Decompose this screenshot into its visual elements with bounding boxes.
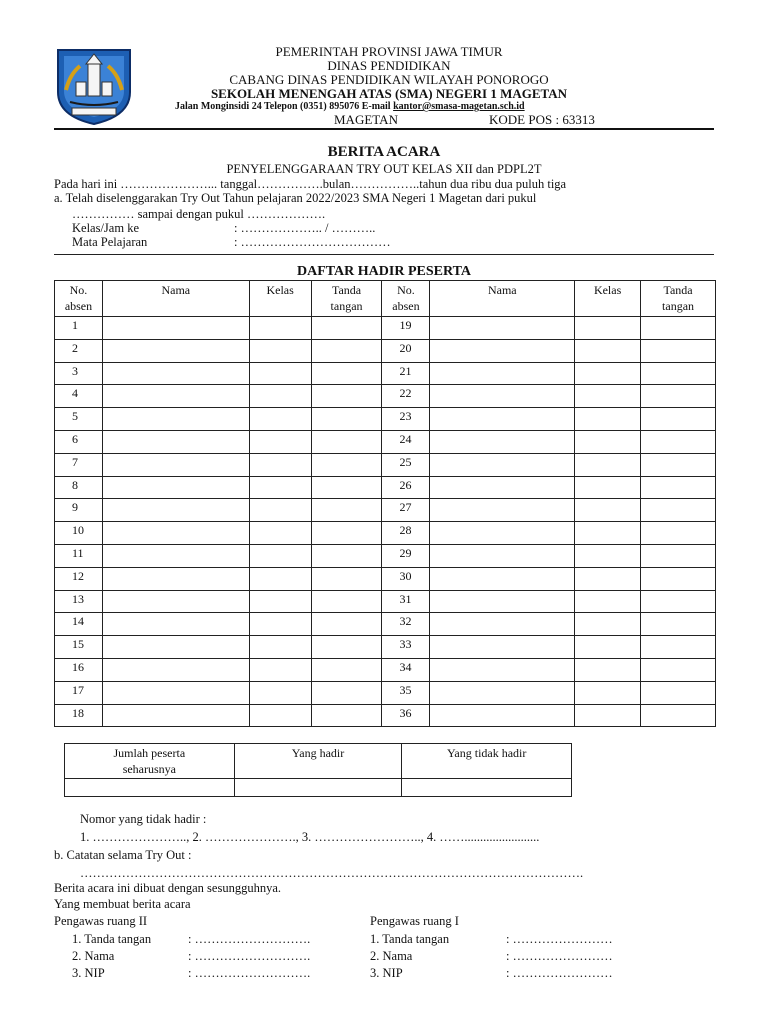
kelas-cell[interactable] [249, 476, 311, 499]
nama-cell[interactable] [430, 317, 575, 340]
nama-cell[interactable] [102, 567, 249, 590]
daftar-title: DAFTAR HADIR PESERTA [296, 264, 471, 279]
nama-cell[interactable] [102, 544, 249, 567]
kelas-cell[interactable] [249, 681, 311, 704]
nama-cell[interactable] [430, 476, 575, 499]
tanda-tangan-cell[interactable] [641, 317, 716, 340]
catatan-line: …………………………………………………………………………………………………………. [80, 866, 584, 880]
absen-number: 27 [382, 499, 430, 522]
kelas-cell[interactable] [575, 613, 641, 636]
nama-cell[interactable] [102, 339, 249, 362]
right-nip-label: 3. NIP [370, 966, 403, 980]
table-row [55, 567, 716, 590]
table-row [55, 658, 716, 681]
absen-number: 18 [55, 704, 103, 727]
absen-number: 6 [55, 430, 103, 453]
kop-line-3: CABANG DINAS PENDIDIKAN WILAYAH PONOROGO [229, 72, 549, 87]
table-row [55, 613, 716, 636]
left-nip-value: : ………………………. [188, 966, 311, 980]
document-subtitle: PENYELENGGARAAN TRY OUT KELAS XII dan PDPL2T [226, 162, 542, 176]
kelas-cell[interactable] [575, 362, 641, 385]
kelas-cell[interactable] [575, 636, 641, 659]
table-row [55, 362, 716, 385]
absen-number: 31 [382, 590, 430, 613]
kop-line-2: DINAS PENDIDIKAN [327, 58, 451, 73]
table-row [55, 339, 716, 362]
absen-number: 32 [382, 613, 430, 636]
absen-number: 5 [55, 408, 103, 431]
attendance-header-cell: Kelas [249, 281, 311, 317]
kelas-cell[interactable] [575, 317, 641, 340]
tanda-tangan-cell[interactable] [311, 613, 382, 636]
left-nip-label: 3. NIP [72, 966, 105, 980]
nama-cell[interactable] [102, 590, 249, 613]
tanda-tangan-cell[interactable] [311, 658, 382, 681]
tanda-tangan-cell[interactable] [641, 385, 716, 408]
table-row [55, 317, 716, 340]
tanda-tangan-cell[interactable] [311, 590, 382, 613]
kelas-cell[interactable] [575, 567, 641, 590]
nomor-line: 1. ………………….., 2. …………………., 3. …………………….., 4. ……........................ [80, 830, 540, 844]
tanda-tangan-cell[interactable] [311, 499, 382, 522]
intro-line-3: …………… sampai dengan pukul ………………. [72, 207, 326, 221]
tanda-tangan-cell[interactable] [641, 430, 716, 453]
kelas-cell[interactable] [249, 590, 311, 613]
tanda-tangan-cell[interactable] [641, 453, 716, 476]
summary-value-row [65, 779, 572, 797]
kelas-cell[interactable] [575, 681, 641, 704]
kelas-cell[interactable] [575, 339, 641, 362]
nama-cell[interactable] [102, 476, 249, 499]
kelas-cell[interactable] [249, 522, 311, 545]
nama-cell[interactable] [430, 430, 575, 453]
nama-cell[interactable] [430, 544, 575, 567]
kelas-cell[interactable] [249, 453, 311, 476]
kelas-cell[interactable] [249, 544, 311, 567]
nama-cell[interactable] [430, 453, 575, 476]
kelas-cell[interactable] [249, 408, 311, 431]
kop-address: Jalan Monginsidi 24 Telepon (0351) 895076 E-mail kantor@smasa-magetan.sch.id [175, 101, 525, 112]
right-name-value: : …………………… [506, 949, 613, 963]
kelas-value: : ……………….. / ……….. [234, 221, 376, 235]
table-row [55, 430, 716, 453]
kop-line-1: PEMERINTAH PROVINSI JAWA TIMUR [275, 44, 503, 59]
kelas-cell[interactable] [249, 636, 311, 659]
kelas-cell[interactable] [575, 453, 641, 476]
nama-cell[interactable] [102, 522, 249, 545]
tanda-tangan-cell[interactable] [311, 317, 382, 340]
attendance-header-cell: Tanda tangan [311, 281, 382, 317]
tanda-tangan-cell[interactable] [311, 362, 382, 385]
kelas-cell[interactable] [249, 704, 311, 727]
left-name-label: 2. Nama [72, 949, 115, 963]
tanda-tangan-cell[interactable] [641, 544, 716, 567]
kelas-cell[interactable] [249, 567, 311, 590]
absen-number: 3 [55, 362, 103, 385]
tanda-tangan-cell[interactable] [641, 636, 716, 659]
maker-text: Yang membuat berita acara [54, 897, 191, 911]
absen-number: 29 [382, 544, 430, 567]
nama-cell[interactable] [102, 658, 249, 681]
table-row [55, 385, 716, 408]
tanda-tangan-cell[interactable] [311, 453, 382, 476]
closing-text: Berita acara ini dibuat dengan sesungguhnya. [54, 881, 282, 895]
absen-number: 30 [382, 567, 430, 590]
section-divider [54, 254, 714, 255]
tanda-tangan-cell[interactable] [641, 590, 716, 613]
nama-cell[interactable] [102, 636, 249, 659]
attendance-header-row [55, 281, 716, 317]
attendance-header-cell: Kelas [575, 281, 641, 317]
summary-cell-tidak-hadir[interactable] [402, 779, 572, 797]
attendance-header-cell: Nama [430, 281, 575, 317]
absen-number: 15 [55, 636, 103, 659]
absen-number: 16 [55, 658, 103, 681]
kelas-cell[interactable] [575, 476, 641, 499]
absen-number: 4 [55, 385, 103, 408]
kelas-cell[interactable] [249, 317, 311, 340]
attendance-table [54, 280, 716, 727]
nama-cell[interactable] [430, 385, 575, 408]
kelas-cell[interactable] [249, 430, 311, 453]
tanda-tangan-cell[interactable] [641, 681, 716, 704]
table-row [55, 476, 716, 499]
absen-number: 22 [382, 385, 430, 408]
nama-cell[interactable] [430, 658, 575, 681]
nama-cell[interactable] [102, 317, 249, 340]
nama-cell[interactable] [430, 613, 575, 636]
nama-cell[interactable] [430, 362, 575, 385]
absen-number: 12 [55, 567, 103, 590]
summary-header-cell: Yang hadir [234, 744, 402, 779]
absen-number: 8 [55, 476, 103, 499]
table-row [55, 522, 716, 545]
nomor-label: Nomor yang tidak hadir : [80, 812, 207, 826]
tanda-tangan-cell[interactable] [641, 522, 716, 545]
attendance-header-cell: Nama [102, 281, 249, 317]
kelas-cell[interactable] [575, 704, 641, 727]
tanda-tangan-cell[interactable] [641, 476, 716, 499]
tanda-tangan-cell[interactable] [311, 704, 382, 727]
nama-cell[interactable] [102, 613, 249, 636]
kelas-cell[interactable] [575, 658, 641, 681]
kop-postal: KODE POS : 63313 [489, 112, 595, 127]
kelas-cell[interactable] [575, 430, 641, 453]
absen-number: 33 [382, 636, 430, 659]
kelas-cell[interactable] [575, 499, 641, 522]
table-row [55, 704, 716, 727]
nama-cell[interactable] [430, 567, 575, 590]
kelas-cell[interactable] [249, 613, 311, 636]
attendance-header-cell: Tanda tangan [641, 281, 716, 317]
table-row [55, 636, 716, 659]
kelas-cell[interactable] [249, 362, 311, 385]
right-sign-label: 1. Tanda tangan [370, 932, 450, 946]
table-row [55, 453, 716, 476]
pengawas-ii-title: Pengawas ruang II [54, 914, 148, 928]
summary-header-cell: Jumlah peserta seharusnya [65, 744, 235, 779]
tanda-tangan-cell[interactable] [311, 430, 382, 453]
tanda-tangan-cell[interactable] [311, 681, 382, 704]
absen-number: 35 [382, 681, 430, 704]
kop-school-name: SEKOLAH MENENGAH ATAS (SMA) NEGERI 1 MAGETAN [210, 86, 568, 101]
catatan-label: b. Catatan selama Try Out : [54, 848, 192, 862]
tanda-tangan-cell[interactable] [311, 544, 382, 567]
nama-cell[interactable] [102, 362, 249, 385]
table-row [55, 408, 716, 431]
nama-cell[interactable] [430, 681, 575, 704]
right-name-label: 2. Nama [370, 949, 413, 963]
tanda-tangan-cell[interactable] [641, 704, 716, 727]
nama-cell[interactable] [430, 590, 575, 613]
tanda-tangan-cell[interactable] [311, 408, 382, 431]
tanda-tangan-cell[interactable] [311, 476, 382, 499]
nama-cell[interactable] [102, 408, 249, 431]
nama-cell[interactable] [430, 636, 575, 659]
left-sign-value: : ………………………. [188, 932, 311, 946]
absen-number: 26 [382, 476, 430, 499]
tanda-tangan-cell[interactable] [641, 362, 716, 385]
absen-number: 14 [55, 613, 103, 636]
nama-cell[interactable] [102, 430, 249, 453]
kelas-cell[interactable] [249, 499, 311, 522]
intro-line-1: Pada hari ini …………………... tanggal…………….bulan……………..tahun dua ribu dua puluh tiga [54, 177, 567, 191]
table-row [55, 590, 716, 613]
summary-table [64, 743, 572, 797]
nama-cell[interactable] [102, 453, 249, 476]
summary-cell-jumlah[interactable] [65, 779, 235, 797]
tanda-tangan-cell[interactable] [311, 567, 382, 590]
pengawas-i-title: Pengawas ruang I [370, 914, 459, 928]
summary-cell-hadir[interactable] [234, 779, 402, 797]
absen-number: 10 [55, 522, 103, 545]
absen-number: 9 [55, 499, 103, 522]
tanda-tangan-cell[interactable] [641, 339, 716, 362]
kelas-cell[interactable] [249, 658, 311, 681]
table-row [55, 499, 716, 522]
nama-cell[interactable] [102, 681, 249, 704]
absen-number: 23 [382, 408, 430, 431]
kelas-cell[interactable] [575, 522, 641, 545]
summary-header-cell: Yang tidak hadir [402, 744, 572, 779]
table-row [55, 681, 716, 704]
tanda-tangan-cell[interactable] [311, 385, 382, 408]
nama-cell[interactable] [430, 522, 575, 545]
right-sign-value: : …………………… [506, 932, 613, 946]
absen-number: 24 [382, 430, 430, 453]
tanda-tangan-cell[interactable] [641, 408, 716, 431]
nama-cell[interactable] [430, 704, 575, 727]
kelas-cell[interactable] [575, 590, 641, 613]
absen-number: 25 [382, 453, 430, 476]
absen-number: 34 [382, 658, 430, 681]
nama-cell[interactable] [102, 499, 249, 522]
email-link[interactable]: kantor@smasa-magetan.sch.id [393, 101, 525, 112]
mapel-value: : ……………………………… [234, 235, 391, 249]
kelas-cell[interactable] [575, 408, 641, 431]
absen-number: 1 [55, 317, 103, 340]
absen-number: 36 [382, 704, 430, 727]
kop-divider [54, 128, 714, 130]
kelas-label: Kelas/Jam ke [72, 221, 139, 235]
document-title: BERITA ACARA [327, 144, 441, 160]
right-nip-value: : …………………… [506, 966, 613, 980]
kelas-cell[interactable] [575, 544, 641, 567]
left-name-value: : ………………………. [188, 949, 311, 963]
tanda-tangan-cell[interactable] [641, 613, 716, 636]
attendance-header-cell: No. absen [382, 281, 430, 317]
absen-number: 17 [55, 681, 103, 704]
tanda-tangan-cell[interactable] [641, 499, 716, 522]
tanda-tangan-cell[interactable] [641, 658, 716, 681]
nama-cell[interactable] [430, 408, 575, 431]
summary-header-row [65, 744, 572, 779]
absen-number: 28 [382, 522, 430, 545]
absen-number: 2 [55, 339, 103, 362]
intro-line-2: a. Telah diselenggarakan Try Out Tahun pelajaran 2022/2023 SMA Negeri 1 Magetan dari pukul [54, 191, 537, 205]
kelas-cell[interactable] [249, 339, 311, 362]
absen-number: 21 [382, 362, 430, 385]
nama-cell[interactable] [102, 385, 249, 408]
absen-number: 11 [55, 544, 103, 567]
tanda-tangan-cell[interactable] [311, 339, 382, 362]
left-sign-label: 1. Tanda tangan [72, 932, 152, 946]
tanda-tangan-cell[interactable] [311, 636, 382, 659]
kop-city: MAGETAN [334, 112, 398, 127]
tanda-tangan-cell[interactable] [311, 522, 382, 545]
kelas-cell[interactable] [575, 385, 641, 408]
nama-cell[interactable] [430, 339, 575, 362]
absen-number: 13 [55, 590, 103, 613]
nama-cell[interactable] [430, 499, 575, 522]
mapel-label: Mata Pelajaran [72, 235, 148, 249]
absen-number: 20 [382, 339, 430, 362]
attendance-header-cell: No. absen [55, 281, 103, 317]
kelas-cell[interactable] [249, 385, 311, 408]
tanda-tangan-cell[interactable] [641, 567, 716, 590]
absen-number: 19 [382, 317, 430, 340]
nama-cell[interactable] [102, 704, 249, 727]
table-row [55, 544, 716, 567]
absen-number: 7 [55, 453, 103, 476]
